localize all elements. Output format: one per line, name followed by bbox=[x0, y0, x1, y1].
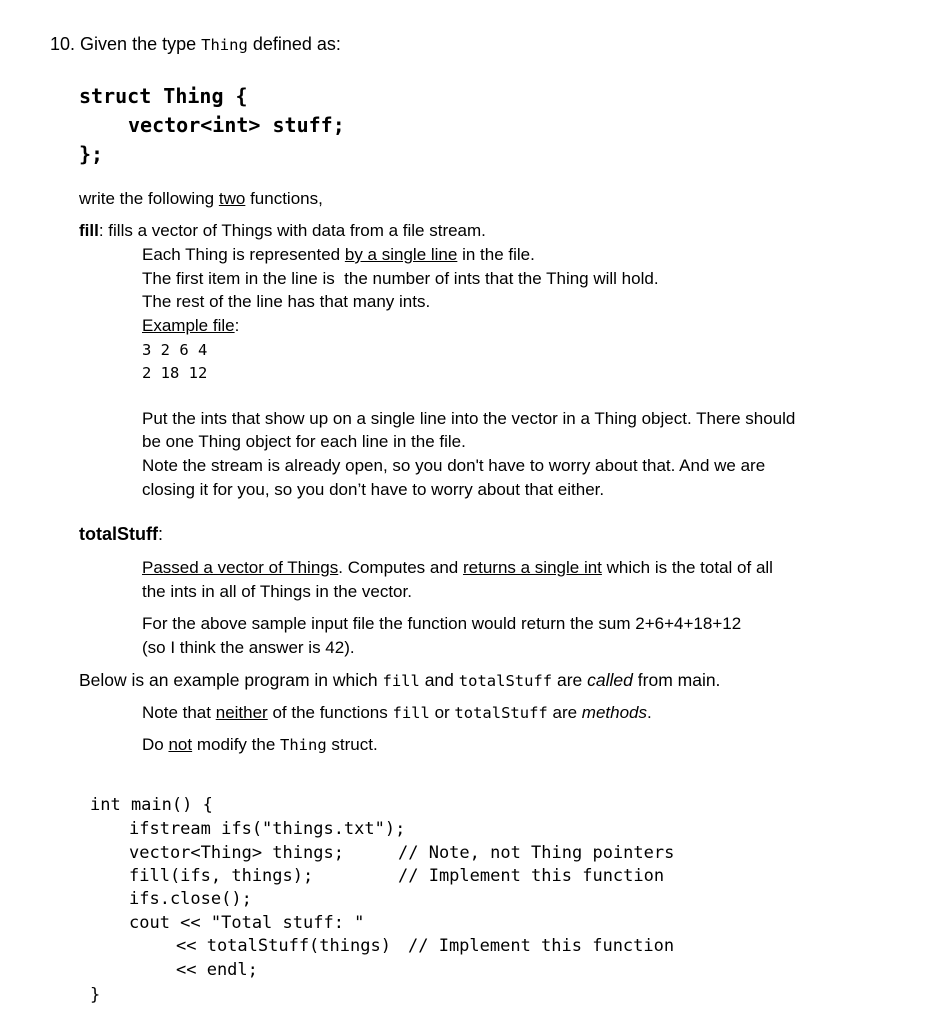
donot-line bbox=[142, 735, 378, 755]
example-file-label bbox=[142, 316, 239, 336]
below-t4: from main. bbox=[637, 670, 721, 690]
main-line-2: ifstream ifs("things.txt"); bbox=[129, 819, 406, 839]
note-t1: Note that bbox=[142, 703, 211, 722]
note-t2: of the functions bbox=[272, 703, 388, 722]
write-underlined: two bbox=[218, 189, 246, 208]
main-line-1: int main() { bbox=[90, 795, 213, 815]
note-underlined: neither bbox=[215, 703, 268, 722]
example-file-line-2: 2 18 12 bbox=[142, 364, 208, 382]
example-label-colon: : bbox=[234, 316, 240, 335]
fill-para2-line1: Note the stream is already open, so you don't have to worry about that. And we are bbox=[142, 456, 766, 475]
totalstuff-p1-u2: returns a single int bbox=[463, 558, 602, 577]
below-italic: called bbox=[587, 670, 633, 690]
totalstuff-p1-line1 bbox=[142, 558, 773, 578]
donot-t2: modify the bbox=[196, 735, 276, 754]
note-code-totalstuff: totalStuff bbox=[454, 704, 548, 722]
below-t1: Below is an example program in which bbox=[79, 670, 378, 690]
note-t5: . bbox=[647, 703, 652, 722]
fill-para1-line2: be one Thing object for each line in the file. bbox=[142, 432, 466, 451]
totalstuff-p1-mid: . Computes and bbox=[338, 558, 459, 577]
question-intro-code: Thing bbox=[201, 36, 248, 54]
fill-line-1 bbox=[142, 245, 535, 265]
fill-line-3: The rest of the line has that many ints. bbox=[142, 292, 431, 311]
note-t3: or bbox=[434, 703, 450, 722]
totalstuff-heading bbox=[79, 524, 163, 546]
below-line bbox=[79, 670, 720, 691]
fill-heading bbox=[79, 221, 486, 241]
totalstuff-p2-line1: For the above sample input file the function would return the sum 2+6+4+18+12 bbox=[142, 614, 742, 633]
totalstuff-p1-after: which is the total of all bbox=[606, 558, 773, 577]
question-intro-before: Given the type bbox=[80, 34, 197, 54]
donot-t1: Do bbox=[142, 735, 164, 754]
struct-line-1: struct Thing { bbox=[79, 84, 248, 108]
totalstuff-p1-u1: Passed a vector of Things bbox=[142, 558, 339, 577]
below-t2: and bbox=[424, 670, 454, 690]
question-number: 10. bbox=[50, 34, 76, 54]
struct-line-3: }; bbox=[79, 142, 104, 166]
fill-para2-line2: closing it for you, so you don’t have to worry about that either. bbox=[142, 480, 605, 499]
donot-code: Thing bbox=[280, 736, 327, 754]
example-file-line-1: 3 2 6 4 bbox=[142, 341, 208, 359]
main-line-5: ifs.close(); bbox=[129, 889, 252, 909]
totalstuff-name: totalStuff bbox=[79, 524, 158, 544]
fill-line-1-after: in the file. bbox=[462, 245, 535, 264]
fill-name: fill bbox=[79, 221, 99, 240]
write-after: functions, bbox=[250, 189, 323, 208]
totalstuff-p2-line2: (so I think the answer is 42). bbox=[142, 638, 355, 657]
donot-underlined: not bbox=[168, 735, 193, 754]
below-t3: are bbox=[556, 670, 583, 690]
main-line-6: cout << "Total stuff: " bbox=[129, 913, 365, 933]
fill-line-2: The first item in the line is the number of ints that the Thing will hold. bbox=[142, 269, 659, 288]
totalstuff-p1-line2: the ints in all of Things in the vector. bbox=[142, 582, 412, 601]
example-label-text: Example file bbox=[142, 316, 235, 335]
note-code-fill: fill bbox=[392, 704, 430, 722]
main-line-8: << endl; bbox=[176, 960, 258, 980]
fill-line-1-before: Each Thing is represented bbox=[142, 245, 341, 264]
main-comment-vector: // Note, not Thing pointers bbox=[398, 843, 675, 863]
write-line bbox=[79, 189, 323, 209]
note-t4: are bbox=[552, 703, 578, 722]
main-line-9: } bbox=[90, 985, 101, 1005]
question-header bbox=[50, 34, 341, 56]
fill-para1-line1: Put the ints that show up on a single line into the vector in a Thing object. There should bbox=[142, 409, 796, 428]
main-line-3: vector<Thing> things; bbox=[129, 843, 344, 863]
fill-line-1-underlined: by a single line bbox=[344, 245, 458, 264]
fill-desc: : fills a vector of Things with data from a file stream. bbox=[98, 221, 486, 240]
note-italic: methods bbox=[581, 703, 647, 722]
struct-line-2: vector<int> stuff; bbox=[128, 113, 345, 137]
totalstuff-colon: : bbox=[157, 524, 163, 544]
question-intro-after: defined as: bbox=[252, 34, 341, 54]
below-code-totalstuff: totalStuff bbox=[458, 672, 553, 690]
main-line-7: << totalStuff(things) bbox=[176, 936, 391, 956]
donot-t3: struct. bbox=[331, 735, 378, 754]
main-line-4: fill(ifs, things); bbox=[129, 866, 314, 886]
main-comment-fill: // Implement this function bbox=[398, 866, 665, 886]
write-before: write the following bbox=[79, 189, 215, 208]
below-code-fill: fill bbox=[382, 672, 420, 690]
main-comment-total: // Implement this function bbox=[408, 936, 675, 956]
note-line bbox=[142, 703, 652, 723]
